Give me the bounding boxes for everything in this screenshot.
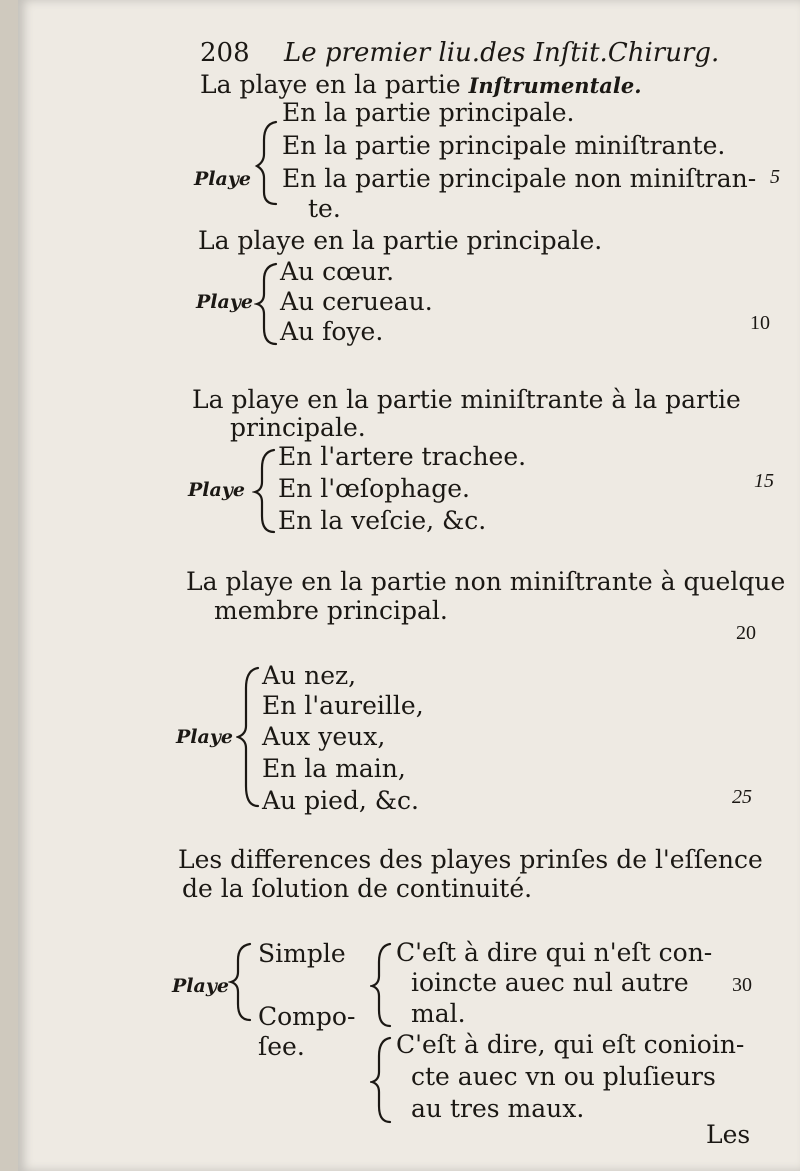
list-item: te. bbox=[308, 194, 341, 223]
line-number: 20 bbox=[736, 622, 756, 644]
brace-label: Playe bbox=[194, 168, 251, 190]
section-heading: Les differences des playes prinſes de l'eſſence bbox=[178, 845, 763, 874]
list-item: Aux yeux, bbox=[262, 722, 386, 751]
list-item: Au pied, &c. bbox=[262, 786, 419, 815]
curly-brace bbox=[236, 664, 262, 810]
list-item: En la partie principale non miniſtran- bbox=[282, 164, 757, 193]
definition-line: C'eſt à dire qui n'eſt con- bbox=[396, 938, 713, 967]
heading-text: La playe en la partie bbox=[200, 70, 461, 99]
definition-line: mal. bbox=[411, 999, 466, 1028]
definition-line: cte auec vn ou pluſieurs bbox=[411, 1062, 716, 1091]
section-heading-cont: de la ſolution de continuité. bbox=[182, 874, 533, 903]
list-item: En la partie principale miniſtrante. bbox=[282, 131, 726, 160]
compose-label: Compo- bbox=[258, 1002, 356, 1031]
catchword: Les bbox=[706, 1120, 751, 1149]
line-number: 25 bbox=[732, 786, 752, 808]
list-item: Au cœur. bbox=[280, 257, 395, 286]
curly-brace bbox=[370, 940, 394, 1030]
curly-brace bbox=[254, 118, 280, 208]
section-heading-cont: principale. bbox=[230, 413, 366, 442]
list-item: En la main, bbox=[262, 754, 406, 783]
list-item: Au foye. bbox=[280, 317, 384, 346]
list-item: Au nez, bbox=[262, 661, 357, 690]
running-title: Le premier liu.des Inſtit.Chirurg. bbox=[284, 38, 720, 68]
curly-brace bbox=[228, 940, 254, 1024]
list-item: En la partie principale. bbox=[282, 98, 575, 127]
curly-brace bbox=[252, 446, 278, 536]
list-item: Au cerueau. bbox=[280, 287, 433, 316]
simple-label: Simple bbox=[258, 939, 346, 968]
definition-line: ioincte auec nul autre bbox=[411, 968, 689, 997]
section-heading: La playe en la partie non miniſtrante à quelque bbox=[186, 567, 786, 596]
brace-label: Playe bbox=[188, 479, 245, 501]
line-number: 10 bbox=[750, 312, 770, 334]
book-page bbox=[18, 0, 800, 1171]
line-number: 5 bbox=[770, 166, 780, 188]
definition-line: au tres maux. bbox=[411, 1094, 585, 1123]
list-item: En la veſcie, &c. bbox=[278, 506, 487, 535]
brace-label: Playe bbox=[172, 975, 229, 997]
brace-label: Playe bbox=[196, 291, 253, 313]
curly-brace bbox=[254, 260, 280, 348]
line-number: 15 bbox=[754, 470, 774, 492]
list-item: En l'aureille, bbox=[262, 691, 424, 720]
list-item: En l'artere trachee. bbox=[278, 442, 527, 471]
heading-italic: Inſtrumentale. bbox=[468, 73, 642, 98]
page-number: 208 bbox=[200, 38, 250, 68]
section-heading: La playe en la partie miniſtrante à la partie bbox=[192, 385, 741, 414]
section-heading bbox=[200, 70, 642, 101]
definition-line: C'eſt à dire, qui eſt conioin- bbox=[396, 1030, 745, 1059]
brace-label: Playe bbox=[176, 726, 233, 748]
list-item: En l'œſophage. bbox=[278, 474, 470, 503]
compose-label-cont: ſee. bbox=[258, 1032, 305, 1061]
curly-brace bbox=[370, 1034, 394, 1126]
section-heading-cont: membre principal. bbox=[214, 596, 448, 625]
line-number: 30 bbox=[732, 974, 752, 996]
section-heading: La playe en la partie principale. bbox=[198, 226, 603, 255]
